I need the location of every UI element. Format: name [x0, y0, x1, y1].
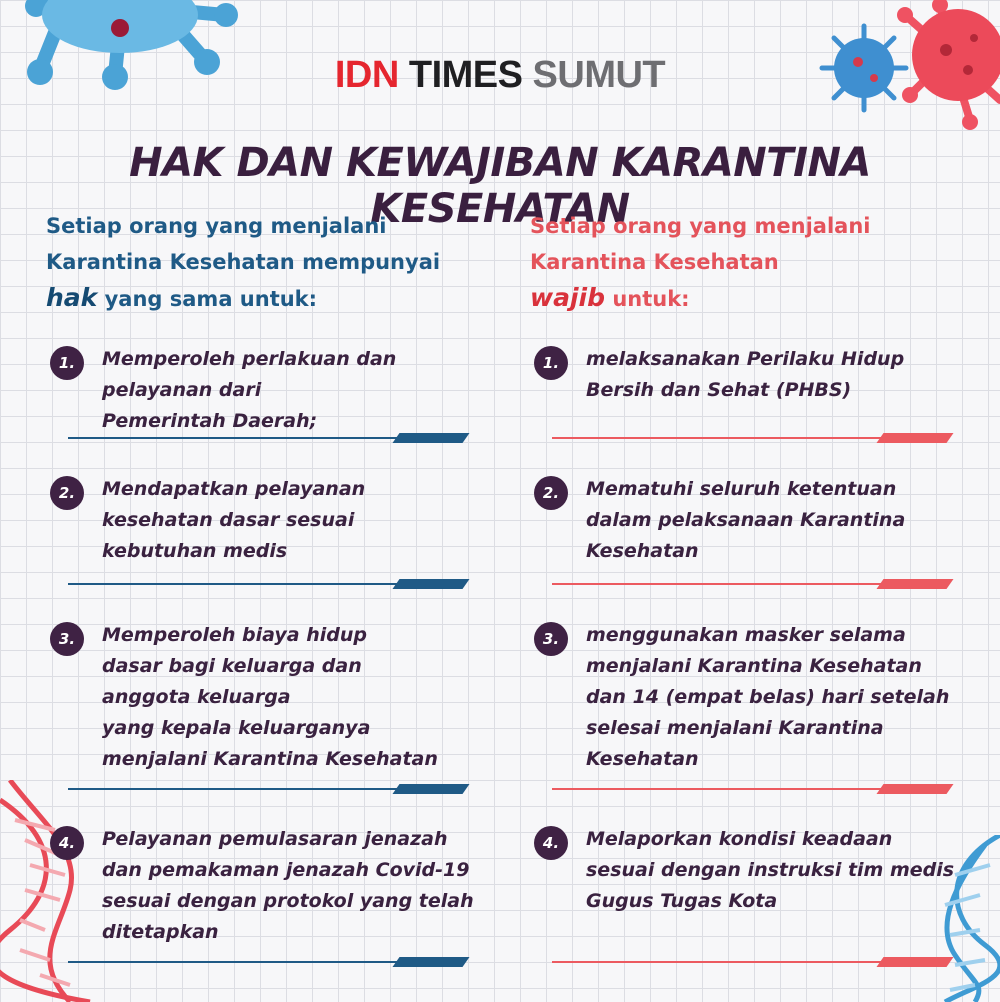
- page-title: HAK DAN KEWAJIBAN KARANTINA KESEHATAN: [129, 140, 871, 232]
- rights-intro: [46, 208, 506, 317]
- divider: [552, 437, 948, 439]
- intro-line-3: [530, 280, 990, 317]
- number-badge: 1.: [534, 346, 568, 380]
- divider: [552, 788, 948, 790]
- intro-line-3-text: untuk:: [612, 287, 690, 311]
- divider: [68, 788, 464, 790]
- intro-line-1: Setiap orang yang menjalani: [46, 214, 387, 238]
- item-text: Memperoleh perlakuan dan pelayanan dari Pemerintah Daerah;: [102, 348, 397, 432]
- divider: [68, 437, 464, 439]
- item-text: Melaporkan kondisi keadaan sesuai dengan instruksi tim medis Gugus Tugas Kota: [586, 828, 955, 912]
- item-text: Memperoleh biaya hidup dasar bagi keluarga dan anggota keluarga yang kepala keluarganya menjalani Karantina Kesehatan: [102, 624, 438, 770]
- item-text: Mendapatkan pelayanan kesehatan dasar sesuai kebutuhan medis: [102, 478, 366, 562]
- brand-part-3: SUMUT: [532, 54, 666, 96]
- brand-logo: [0, 54, 1000, 97]
- keyword: wajib: [530, 283, 605, 312]
- intro-line-3-text: yang sama untuk:: [104, 287, 318, 311]
- number-badge: 4.: [50, 826, 84, 860]
- divider: [552, 583, 948, 585]
- divider: [68, 961, 464, 963]
- number-badge: 4.: [534, 826, 568, 860]
- number-badge: 2.: [534, 476, 568, 510]
- item-text: menggunakan masker selama menjalani Karantina Kesehatan dan 14 (empat belas) hari setelah selesai menjalani Karantina Kesehatan: [586, 624, 950, 770]
- number-badge: 3.: [50, 622, 84, 656]
- item-text: melaksanakan Perilaku Hidup Bersih dan Sehat (PHBS): [586, 348, 905, 401]
- item-text: Mematuhi seluruh ketentuan dalam pelaksanaan Karantina Kesehatan: [586, 478, 906, 562]
- brand-part-1: IDN: [334, 54, 399, 96]
- item-text: Pelayanan pemulasaran jenazah dan pemakaman jenazah Covid-19 sesuai dengan protokol yang telah ditetapkan: [102, 828, 474, 943]
- keyword: hak: [46, 283, 98, 312]
- obligations-column: [530, 208, 990, 912]
- number-badge: 3.: [534, 622, 568, 656]
- intro-line-2: Karantina Kesehatan mempunyai: [46, 250, 441, 274]
- dna-icon-red: [0, 780, 110, 1002]
- rights-column: [46, 208, 506, 943]
- obligations-intro: [530, 208, 990, 317]
- intro-line-3: [46, 280, 506, 317]
- number-badge: 1.: [50, 346, 84, 380]
- divider: [552, 961, 948, 963]
- intro-line-2: Karantina Kesehatan: [530, 250, 779, 274]
- intro-line-1: Setiap orang yang menjalani: [530, 214, 871, 238]
- divider: [68, 583, 464, 585]
- brand-part-2: TIMES: [408, 54, 523, 96]
- number-badge: 2.: [50, 476, 84, 510]
